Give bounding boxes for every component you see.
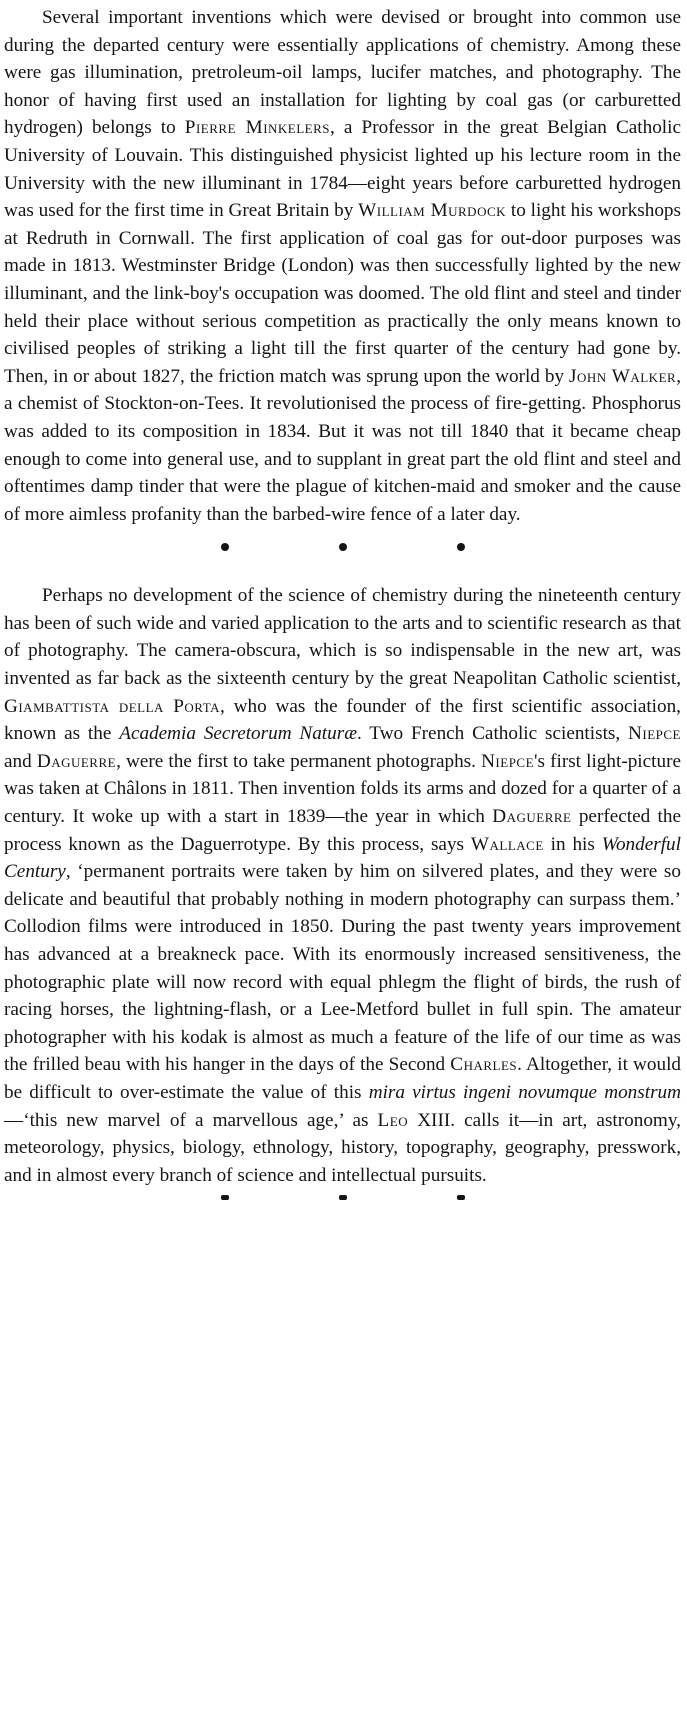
paragraph-text: , a Professor in the great Belgian Catholic University of Louvain. This distinguished physicist lighted up his lecture room in the University with the new illuminant in 1784—eight years before carburetted hydrogen was used for the first time in Great Britain by [4,117,681,222]
paragraph-text: XIII. calls it—in art, astronomy, meteorology, physics, biology, ethnology, history, topography, geography, presswork, and in almost every branch of science and intellectual pursuits. [4,1109,681,1186]
paragraph-text: , ‘permanent portraits were taken by him on silvered plates, and they were so delicate and beautiful that probably nothing in modern photography can surpass them.’ Collodion films were introduced in 1850. During the past twenty years improvement has advanced at a breakneck pace. With its enormously increased sensitiveness, the photographic plate will now record with equal phlegm the flight of birds, the rush of racing horses, the lightning-flash, or a Lee-Metford bullet in full spin. The amateur photographer with his kodak is almost as much a feature of the life of our time as was the frilled beau with his hanger in the days of the Second [4,861,681,1076]
paragraph-text: , were the first to take permanent photographs. [116,750,482,772]
book-title: Wonderful Century [4,833,681,883]
paragraph-text: Several important inventions which were devised or brought into common use during the departed century were essentially applications of chemistry. Among these were gas illumination, pretroleum-oil lamps, lucifer matches, and photography. The honor of having first used an installation for lighting by coal gas (or carburetted hydrogen) belongs to [4,7,681,139]
paragraph-text: and [4,750,37,772]
name-daguerre: Daguerre [492,806,572,828]
separator-dot [457,1195,465,1200]
separator-dot [339,543,347,551]
name-daguerre: Daguerre [36,750,117,772]
latin-title: Academia Secretorum Naturæ [119,723,357,745]
name-leo: Leo [377,1109,409,1131]
separator-dot [221,543,229,551]
paragraph-text: 's first light-picture was taken at Châlons in 1811. Then invention folds its arms and dozed for a quarter of a century. It woke up with a start in 1839—the year in which [4,750,681,828]
section-separator [4,532,681,562]
separator-dot [221,1195,229,1200]
paragraph-inventions [4,4,681,528]
paragraph-text: , a chemist of Stockton-on-Tees. It revolutionised the process of fire-getting. Phosphorus was added to its composition in 1834. But it was not till 1840 that it became cheap enough to come into general use, and to supplant in great part the old flint and steel and oftentimes damp tinder that were the plague of kitchen-maid and smoker and the cause of more aimless profanity than the barbed-wire fence of a later day. [4,365,681,525]
latin-quote: mira virtus ingeni novumque monstrum [368,1081,681,1103]
name-walker: John Walker [569,365,677,387]
name-minkelers: Pierre Minkelers [184,117,331,139]
paragraph-photography [4,582,681,1189]
paragraph-text: perfected the process known as the Daguerrotype. By this process, says [4,806,681,855]
name-niepce: Niepce [628,723,681,745]
separator-dot [339,1195,347,1200]
name-della-porta: Giambattista della Porta [4,695,220,717]
section-separator-partial [4,1195,681,1203]
name-wallace: Wallace [470,833,544,855]
paragraph-text: to light his workshops at Redruth in Cornwall. The first application of coal gas for out-door purposes was made in 1813. Westminster Bridge (London) was then successfully lighted by the new illuminant, and the link-boy's occupation was doomed. The old flint and steel and tinder held their place without serious competition as practically the only means known to civilised peoples of striking a light till the first quarter of the century had gone by. Then, in or about 1827, the friction match was sprung upon the world by [4,200,681,387]
paragraph-text: in his [543,833,602,855]
name-murdock: William Murdock [358,200,507,222]
paragraph-text: . Two French Catholic scientists, [357,723,629,745]
paragraph-text: Perhaps no development of the science of chemistry during the nineteenth century has been of such wide and varied application to the arts and to scientific research as that of photography. The camera-obscura, which is so indispensable in the new art, was invented as far back as the sixteenth century by the great Neapolitan Catholic scientist, [4,585,681,690]
separator-dot [457,543,465,551]
name-niepce: Niepce [481,750,535,772]
paragraph-text: , who was the founder of the first scientific association, known as the [4,695,681,745]
name-charles: Charles [450,1054,518,1076]
paragraph-text: . Altogether, it would be difficult to over-estimate the value of this [4,1054,682,1103]
paragraph-text: —‘this new marvel of a marvellous age,’ as [4,1109,378,1131]
